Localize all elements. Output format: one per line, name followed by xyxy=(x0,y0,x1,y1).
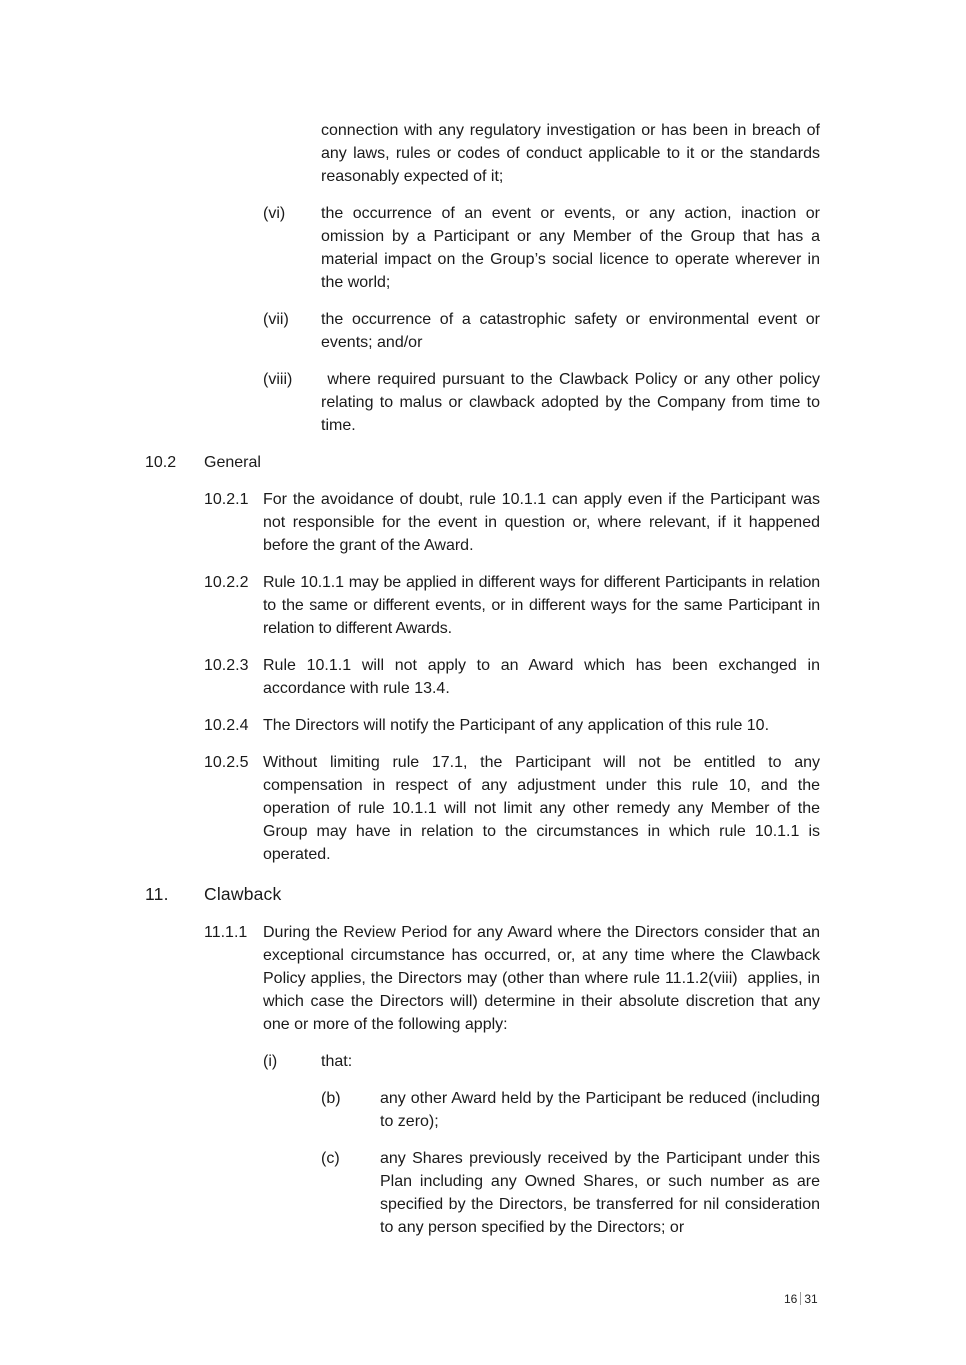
item-label-vi: (vi) xyxy=(263,205,286,222)
item-label-viii: (viii) xyxy=(263,371,293,388)
item-text-viii: where required pursuant to the Clawback Policy or any other policy relating to malus or clawback adopted by the Company from time to time. xyxy=(321,371,825,434)
page-number xyxy=(784,1291,818,1307)
clause-text-10-2-1: For the avoidance of doubt, rule 10.1.1 can apply even if the Participant was not responsible for the event in question or, where relevant, if it happened before the grant of the Award. xyxy=(263,491,820,554)
clause-text-10-2-5: Without limiting rule 17.1, the Participant will not be entitled to any compensation in respect of any adjustment under this rule 10, and the operation of rule 10.1.1 will not limit any other remedy any Member of the Group may have in relation to the circumstances in which rule 10.1.1 is operated. xyxy=(263,754,820,863)
section-number-11: 11. xyxy=(145,884,169,904)
section-title-11: Clawback xyxy=(204,884,282,904)
clause-number-11-1-1: 11.1.1 xyxy=(204,924,248,941)
clause-text-10-2-2: Rule 10.1.1 may be applied in different ways for different Participants in relation to the same or different events, or in different ways for the same Participant in relation to different Awards. xyxy=(263,574,820,637)
sub-label-i: (i) xyxy=(263,1053,278,1070)
section-number-10-2: 10.2 xyxy=(145,454,177,471)
sub-text-b: any other Award held by the Participant be reduced (including to zero); xyxy=(380,1090,820,1130)
sub-text-i: that: xyxy=(321,1053,353,1070)
total-pages: 31 xyxy=(804,1292,818,1306)
item-label-vii: (vii) xyxy=(263,311,289,328)
current-page: 16 xyxy=(784,1292,798,1306)
clause-number-10-2-3: 10.2.3 xyxy=(204,657,249,674)
sub-label-c: (c) xyxy=(321,1150,340,1167)
sub-text-c: any Shares previously received by the Participant under this Plan including any Owned Shares, or such number as are specified by the Directors, be transferred for nil consideration to any person specified by the Directors; or xyxy=(380,1150,820,1236)
continuation-paragraph: connection with any regulatory investigation or has been in breach of any laws, rules or codes of conduct applicable to it or the standards reasonably expected of it; xyxy=(321,122,820,185)
item-text-vi: the occurrence of an event or events, or any action, inaction or omission by a Participant or any Member of the Group that has a material impact on the Group’s social licence to operate wherever in the world; xyxy=(321,205,820,291)
clause-number-10-2-5: 10.2.5 xyxy=(204,754,249,771)
sub-label-b: (b) xyxy=(321,1090,341,1107)
item-text-vii: the occurrence of a catastrophic safety or environmental event or events; and/or xyxy=(321,311,820,351)
clause-number-10-2-1: 10.2.1 xyxy=(204,491,249,508)
clause-text-11-1-1: During the Review Period for any Award where the Directors consider that an exceptional circumstance has occurred, or, at any time where the Clawback Policy applies, the Directors may (other than where rule 11.1.2(viii) applies, in which case the Directors will) determine in their absolute discretion that any one or more of the following apply: xyxy=(263,924,825,1033)
clause-text-10-2-4: The Directors will notify the Participant of any application of this rule 10. xyxy=(263,717,770,734)
clause-text-10-2-3: Rule 10.1.1 will not apply to an Award which has been exchanged in accordance with rule 13.4. xyxy=(263,657,820,697)
page-separator xyxy=(800,1292,801,1305)
clause-number-10-2-2: 10.2.2 xyxy=(204,574,249,591)
section-title-10-2: General xyxy=(204,454,261,471)
clause-number-10-2-4: 10.2.4 xyxy=(204,717,249,734)
